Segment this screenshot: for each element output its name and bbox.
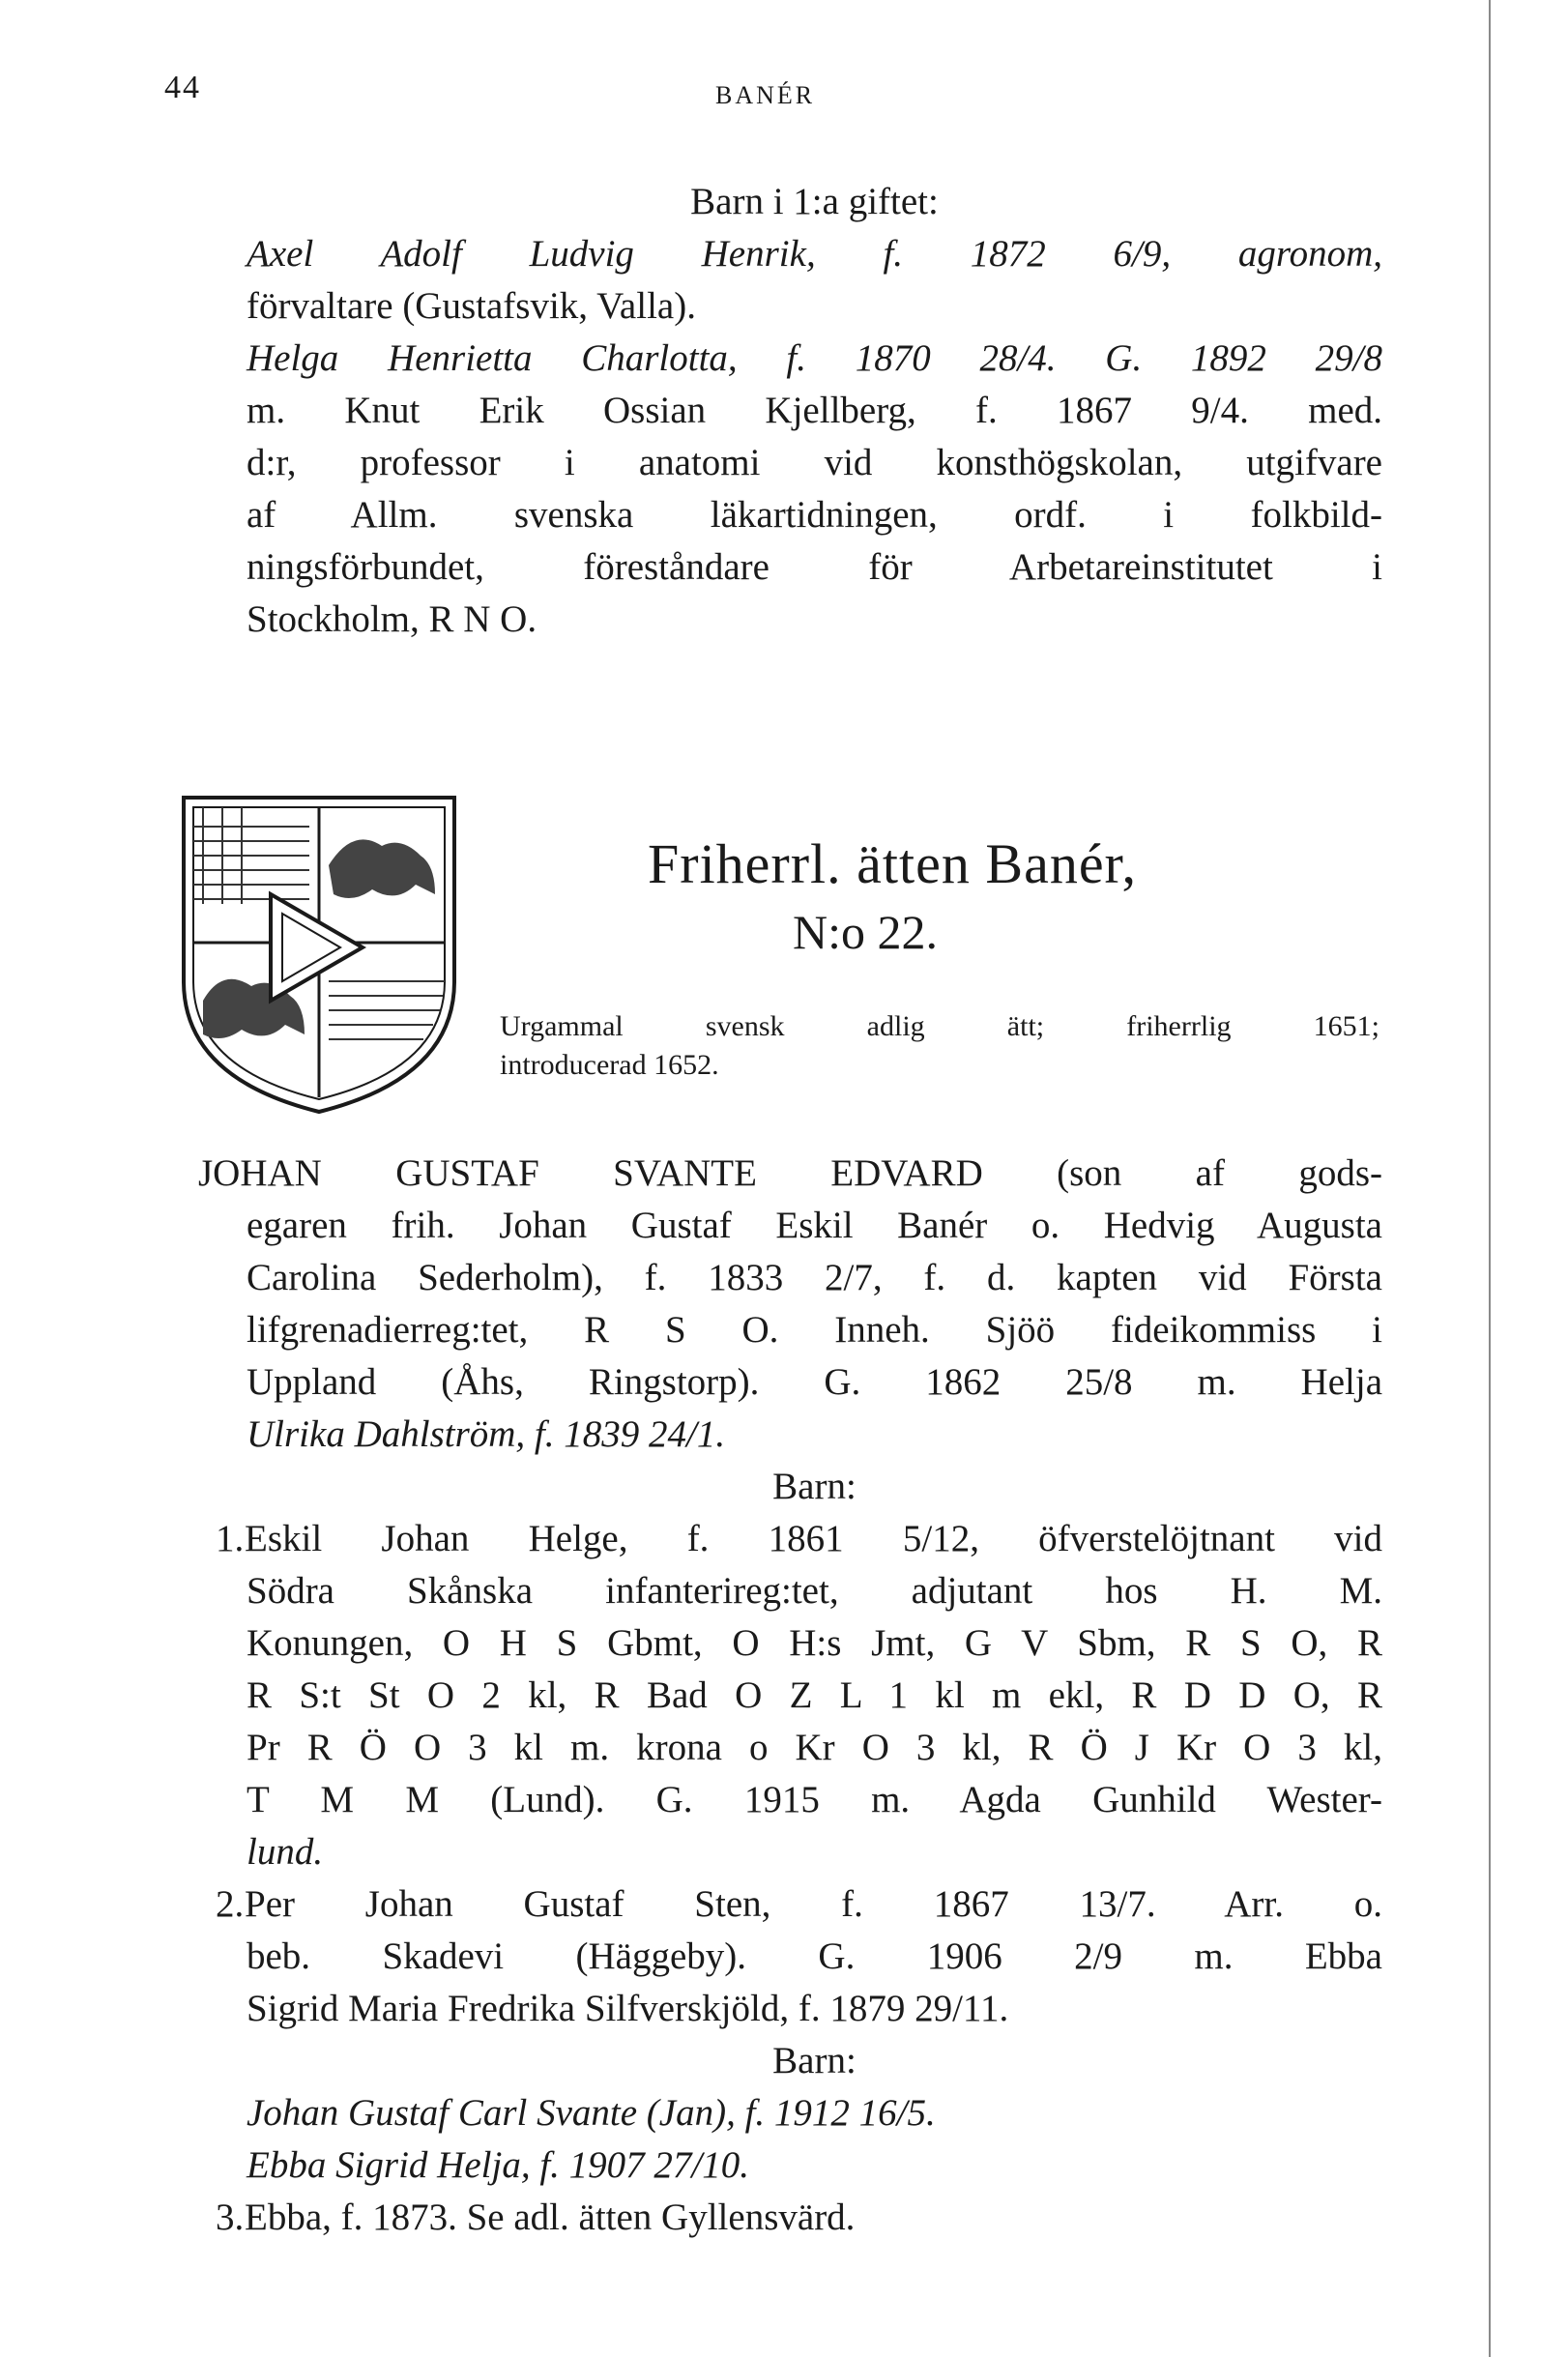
entry-line: ningsförbundet, föreståndare för Arbetareinstitutet i [247,546,1382,588]
entry-line: Per Johan Gustaf Sten, f. 1867 13/7. Arr. o. [245,1883,1382,1925]
entry-line: lifgrenadierreg:tet, R S O. Inneh. Sjöö fideikommiss i [247,1309,1382,1351]
note-line: introducerad 1652. [500,1049,719,1081]
entry-line: d:r, professor i anatomi vid konsthögskolan, utgifvare [247,442,1382,483]
entry-line: Uppland (Åhs, Ringstorp). G. 1862 25/8 m. Helja [247,1361,1382,1403]
entry-line: beb. Skadevi (Häggeby). G. 1906 2/9 m. Ebba [247,1935,1382,1977]
child-entry-2 [216,1878,1382,2192]
note-line: Urgammal svensk adlig ätt; friherrlig 1651; [500,1010,1379,1042]
entry-line: Ebba, f. 1873. Se adl. ätten Gyllensvärd. [245,2197,856,2238]
entry-line: Konungen, O H S Gbmt, O H:s Jmt, G V Sbm, R S O, R [247,1622,1382,1664]
section-heading: Barn i 1:a giftet: [690,181,939,222]
grandchildren-heading: Barn: [772,2040,857,2081]
grandchild-line: Ebba Sigrid Helja, f. 1907 27/10. [247,2144,749,2186]
entry-line: T M M (Lund). G. 1915 m. Agda Gunhild Wester- [247,1779,1382,1820]
entry-line: Ulrika Dahlström, f. 1839 24/1. [247,1413,726,1455]
grandchild-line: Johan Gustaf Carl Svante (Jan), f. 1912 16/5. [247,2092,936,2134]
page-number: 44 [164,70,201,105]
entry-line: Pr R Ö O 3 kl m. krona o Kr O 3 kl, R Ö J Kr O 3 kl, [247,1727,1382,1768]
family-origin-note [500,1007,1379,1085]
children-heading: Barn: [772,1466,857,1507]
heraldic-shield-icon [174,788,464,1117]
entry-line: Axel Adolf Ludvig Henrik, f. 1872 6/9, agronom, [247,233,1382,275]
main-entry [198,1148,1382,2244]
entry-line: lund. [247,1831,324,1873]
child-number: 1. [216,1518,245,1559]
entry-line: Helga Henrietta Charlotta, f. 1870 28/4. G. 1892 29/8 [247,337,1382,379]
family-number: N:o 22. [793,905,938,959]
entry-line: m. Knut Erik Ossian Kjellberg, f. 1867 9/4. med. [247,390,1382,431]
entry-line: Södra Skånska infanterireg:tet, adjutant hos H. M. [247,1570,1382,1612]
entry-line: Stockholm, R N O. [247,598,537,640]
first-marriage-children-section [247,176,1382,646]
entry-line: JOHAN GUSTAF SVANTE EDVARD (son af gods- [198,1152,1382,1194]
entry-line: Carolina Sederholm), f. 1833 2/7, f. d. kapten vid Första [247,1257,1382,1298]
entry-line: Sigrid Maria Fredrika Silfverskjöld, f. 1879 29/11. [247,1988,1009,2029]
child-entry-1 [216,1513,1382,1878]
entry-line: af Allm. svenska läkartidningen, ordf. i folkbild- [247,494,1382,536]
running-head: BANÉR [715,81,816,109]
child-number: 3. [216,2197,245,2238]
entry-line: egaren frih. Johan Gustaf Eskil Banér o. Hedvig Augusta [247,1205,1382,1246]
child-entry-3 [216,2192,1382,2244]
entry-line: R S:t St O 2 kl, R Bad O Z L 1 kl m ekl, R D D O, R [247,1674,1382,1716]
page-edge-line [1489,0,1491,2357]
child-number: 2. [216,1883,245,1925]
family-title: Friherrl. ätten Banér, [648,832,1138,895]
entry-line: förvaltare (Gustafsvik, Valla). [247,285,696,327]
entry-line: Eskil Johan Helge, f. 1861 5/12, öfverstelöjtnant vid [245,1518,1382,1559]
